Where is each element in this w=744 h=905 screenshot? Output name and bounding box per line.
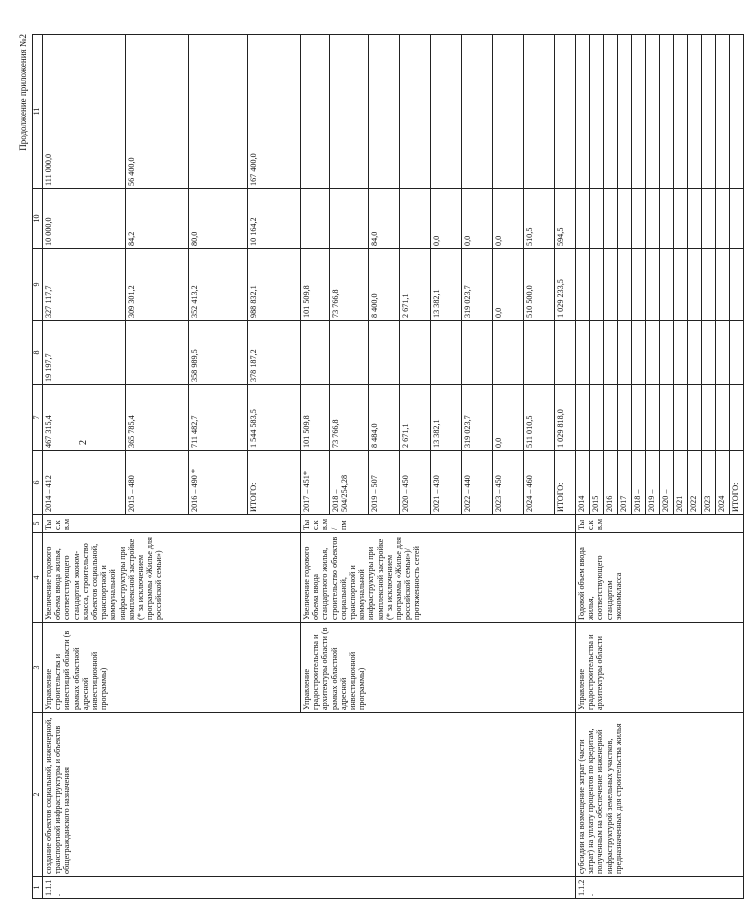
empty-amount xyxy=(674,249,688,321)
amount-c9: 1 029 233,5 xyxy=(555,249,576,321)
year-value: 2021 – 430 xyxy=(431,451,462,515)
empty-amount xyxy=(730,249,744,321)
table-row xyxy=(43,35,126,899)
amount-c11 xyxy=(369,35,400,189)
amount-c11 xyxy=(555,35,576,189)
indicator: Годовой объем ввода жилья, соответствующего стандартам экономкласса xyxy=(576,533,744,623)
amount-c7: 319 023,7 xyxy=(462,385,493,451)
year-value: 2022 xyxy=(688,451,702,515)
amount-c9: 73 766,8 xyxy=(330,249,369,321)
empty-amount xyxy=(632,189,646,249)
year-value: 2018 – 504/254,28 xyxy=(330,451,369,515)
empty-amount xyxy=(646,321,660,385)
empty-amount xyxy=(688,35,702,189)
header-cell: 6 xyxy=(33,451,43,515)
indicator: Увеличение годового объема ввода стандартного жилья, строительство объектов социальной, транспортной и коммунальной инфраструктуры при комплексной застройке (* за исключением программы «Жилье для российской семьи»)/ протяженность сетей xyxy=(301,533,576,623)
empty-amount xyxy=(604,249,618,321)
empty-amount xyxy=(702,385,716,451)
amount-c7: 1 544 583,5 xyxy=(248,385,301,451)
unit: Тыс.кв.м/ пм xyxy=(301,515,576,533)
amount-c7: 467 315,4 xyxy=(43,385,126,451)
amount-c10: 80,0 xyxy=(189,189,248,249)
header-cell: 2 xyxy=(33,713,43,877)
amount-c11 xyxy=(431,35,462,189)
empty-amount xyxy=(590,249,604,321)
year-value: ИТОГО: xyxy=(248,451,301,515)
empty-amount xyxy=(674,321,688,385)
amount-c8 xyxy=(524,321,555,385)
amount-c7: 0,0 xyxy=(493,385,524,451)
program-table xyxy=(32,34,744,899)
amount-c10: 84,2 xyxy=(126,189,189,249)
empty-amount xyxy=(618,249,632,321)
amount-c8: 19 197,7 xyxy=(43,321,126,385)
year-value: 2020 – xyxy=(660,451,674,515)
empty-amount xyxy=(730,385,744,451)
empty-amount xyxy=(660,249,674,321)
year-value: 2014 xyxy=(576,451,590,515)
empty-amount xyxy=(716,385,730,451)
empty-amount xyxy=(618,35,632,189)
amount-c8 xyxy=(330,321,369,385)
amount-c10: 510,5 xyxy=(524,189,555,249)
amount-c9: 352 413,2 xyxy=(189,249,248,321)
empty-amount xyxy=(576,385,590,451)
empty-amount xyxy=(716,321,730,385)
amount-c10 xyxy=(330,189,369,249)
header-cell: 5 xyxy=(33,515,43,533)
amount-c11: 56 400,0 xyxy=(126,35,189,189)
empty-amount xyxy=(576,249,590,321)
empty-amount xyxy=(702,249,716,321)
year-value: 2017 xyxy=(618,451,632,515)
amount-c7: 8 484,0 xyxy=(369,385,400,451)
year-value: 2020 – 450 xyxy=(400,451,431,515)
year-value: 2015 – 480 xyxy=(126,451,189,515)
amount-c10 xyxy=(400,189,431,249)
amount-c9: 319 023,7 xyxy=(462,249,493,321)
amount-c7: 711 482,7 xyxy=(189,385,248,451)
amount-c9: 101 509,8 xyxy=(301,249,330,321)
measure-name: создание объектов социальной, инженерной, транспортной инфраструктуры и объектов общегражданского назначения xyxy=(43,713,576,877)
header-cell: 9 xyxy=(33,249,43,321)
amount-c11: 111 000,0 xyxy=(43,35,126,189)
amount-c9: 2 671,1 xyxy=(400,249,431,321)
appendix-label: Продолжение приложения №2 xyxy=(18,34,28,151)
amount-c9: 8 400,0 xyxy=(369,249,400,321)
empty-amount xyxy=(730,189,744,249)
row-number: 1.1.1. xyxy=(43,877,576,899)
empty-amount xyxy=(660,385,674,451)
empty-amount xyxy=(576,321,590,385)
empty-amount xyxy=(590,321,604,385)
year-value: 2023 – 450 xyxy=(493,451,524,515)
empty-amount xyxy=(646,189,660,249)
empty-amount xyxy=(604,189,618,249)
header-cell: 1 xyxy=(33,877,43,899)
executor: Управление градостроительства и архитектуры области xyxy=(576,623,744,713)
amount-c7: 13 382,1 xyxy=(431,385,462,451)
amount-c7: 1 029 818,0 xyxy=(555,385,576,451)
empty-amount xyxy=(632,385,646,451)
year-value: 2017 – 451* xyxy=(301,451,330,515)
amount-c8 xyxy=(126,321,189,385)
year-value: ИТОГО: xyxy=(555,451,576,515)
amount-c10: 84,0 xyxy=(369,189,400,249)
empty-amount xyxy=(660,189,674,249)
amount-c10: 0,0 xyxy=(431,189,462,249)
amount-c8 xyxy=(555,321,576,385)
amount-c11 xyxy=(493,35,524,189)
empty-amount xyxy=(674,35,688,189)
empty-amount xyxy=(674,189,688,249)
empty-amount xyxy=(646,249,660,321)
measure-name: субсидии на возмещение затрат (части затрат) на уплату процентов по кредитам, полученным на обеспечение инженерной инфраструктурой земельных участков, предназначенных для строительства жилья xyxy=(576,713,744,877)
amount-c11 xyxy=(462,35,493,189)
empty-amount xyxy=(618,385,632,451)
empty-amount xyxy=(716,35,730,189)
amount-c7: 511 010,5 xyxy=(524,385,555,451)
executor: Управление строительства и инвестиций области (в рамках областной адресной инвестиционной программы) xyxy=(43,623,301,713)
empty-amount xyxy=(716,249,730,321)
year-value: 2016 xyxy=(604,451,618,515)
empty-amount xyxy=(688,189,702,249)
header-cell: 7 xyxy=(33,385,43,451)
empty-amount xyxy=(618,189,632,249)
empty-amount xyxy=(632,321,646,385)
empty-amount xyxy=(730,35,744,189)
year-value: ИТОГО: xyxy=(730,451,744,515)
empty-amount xyxy=(590,35,604,189)
empty-amount xyxy=(702,189,716,249)
amount-c7: 365 785,4 xyxy=(126,385,189,451)
header-cell: 11 xyxy=(33,35,43,189)
amount-c8 xyxy=(493,321,524,385)
year-value: 2022 – 440 xyxy=(462,451,493,515)
amount-c8: 378 187,2 xyxy=(248,321,301,385)
year-value: 2023 xyxy=(702,451,716,515)
amount-c10: 0,0 xyxy=(462,189,493,249)
empty-amount xyxy=(702,35,716,189)
amount-c10: 0,0 xyxy=(493,189,524,249)
year-value: 2019 – xyxy=(646,451,660,515)
year-value: 2015 xyxy=(590,451,604,515)
table-row xyxy=(576,35,590,899)
amount-c11 xyxy=(400,35,431,189)
amount-c11: 167 400,0 xyxy=(248,35,301,189)
empty-amount xyxy=(604,385,618,451)
amount-c7: 101 509,8 xyxy=(301,385,330,451)
empty-amount xyxy=(590,189,604,249)
header-cell: 10 xyxy=(33,189,43,249)
amount-c11 xyxy=(189,35,248,189)
empty-amount xyxy=(604,321,618,385)
amount-c9: 0,0 xyxy=(493,249,524,321)
year-value: 2018 – xyxy=(632,451,646,515)
year-value: 2021 xyxy=(674,451,688,515)
amount-c7: 73 766,8 xyxy=(330,385,369,451)
page-number: 2 xyxy=(78,440,89,445)
empty-amount xyxy=(632,35,646,189)
empty-amount xyxy=(632,249,646,321)
amount-c10: 10 164,2 xyxy=(248,189,301,249)
year-value: 2014 – 412 xyxy=(43,451,126,515)
year-value: 2024 xyxy=(716,451,730,515)
empty-amount xyxy=(576,189,590,249)
empty-amount xyxy=(674,385,688,451)
empty-amount xyxy=(604,35,618,189)
empty-amount xyxy=(688,385,702,451)
year-value: 2016 – 490 * xyxy=(189,451,248,515)
amount-c9: 988 832,1 xyxy=(248,249,301,321)
header-cell: 4 xyxy=(33,533,43,623)
amount-c8 xyxy=(369,321,400,385)
header-cell: 3 xyxy=(33,623,43,713)
amount-c10: 10 000,0 xyxy=(43,189,126,249)
unit: Тыс.кв.м xyxy=(576,515,744,533)
unit: Тыс.кв.м xyxy=(43,515,301,533)
year-value: 2019 – 507 xyxy=(369,451,400,515)
row-number: 1.1.2. xyxy=(576,877,744,899)
amount-c8 xyxy=(431,321,462,385)
amount-c9: 510 500,0 xyxy=(524,249,555,321)
amount-c11 xyxy=(524,35,555,189)
header-row xyxy=(33,35,43,899)
empty-amount xyxy=(660,321,674,385)
amount-c9: 13 382,1 xyxy=(431,249,462,321)
indicator: Увеличение годового объема ввода жилья, соответствующего стандартам эконом-класса, строительство объектов социальной, транспортной и коммунальной инфраструктуры при комплексной застройке (* за исключением программы «Жилье для российской семьи») xyxy=(43,533,301,623)
empty-amount xyxy=(716,189,730,249)
amount-c10 xyxy=(301,189,330,249)
empty-amount xyxy=(576,35,590,189)
empty-amount xyxy=(646,35,660,189)
amount-c7: 2 671,1 xyxy=(400,385,431,451)
empty-amount xyxy=(590,385,604,451)
empty-amount xyxy=(688,321,702,385)
amount-c9: 309 301,2 xyxy=(126,249,189,321)
header-cell: 8 xyxy=(33,321,43,385)
amount-c8 xyxy=(462,321,493,385)
amount-c10: 594,5 xyxy=(555,189,576,249)
empty-amount xyxy=(646,385,660,451)
executor: Управление градостроительства и архитектуры области (в рамках областной адресной инвестиционной программы) xyxy=(301,623,576,713)
empty-amount xyxy=(730,321,744,385)
amount-c8: 358 989,5 xyxy=(189,321,248,385)
year-value: 2024 – 460 xyxy=(524,451,555,515)
empty-amount xyxy=(688,249,702,321)
amount-c11 xyxy=(301,35,330,189)
amount-c8 xyxy=(301,321,330,385)
empty-amount xyxy=(702,321,716,385)
amount-c8 xyxy=(400,321,431,385)
empty-amount xyxy=(618,321,632,385)
amount-c11 xyxy=(330,35,369,189)
empty-amount xyxy=(660,35,674,189)
amount-c9: 327 117,7 xyxy=(43,249,126,321)
